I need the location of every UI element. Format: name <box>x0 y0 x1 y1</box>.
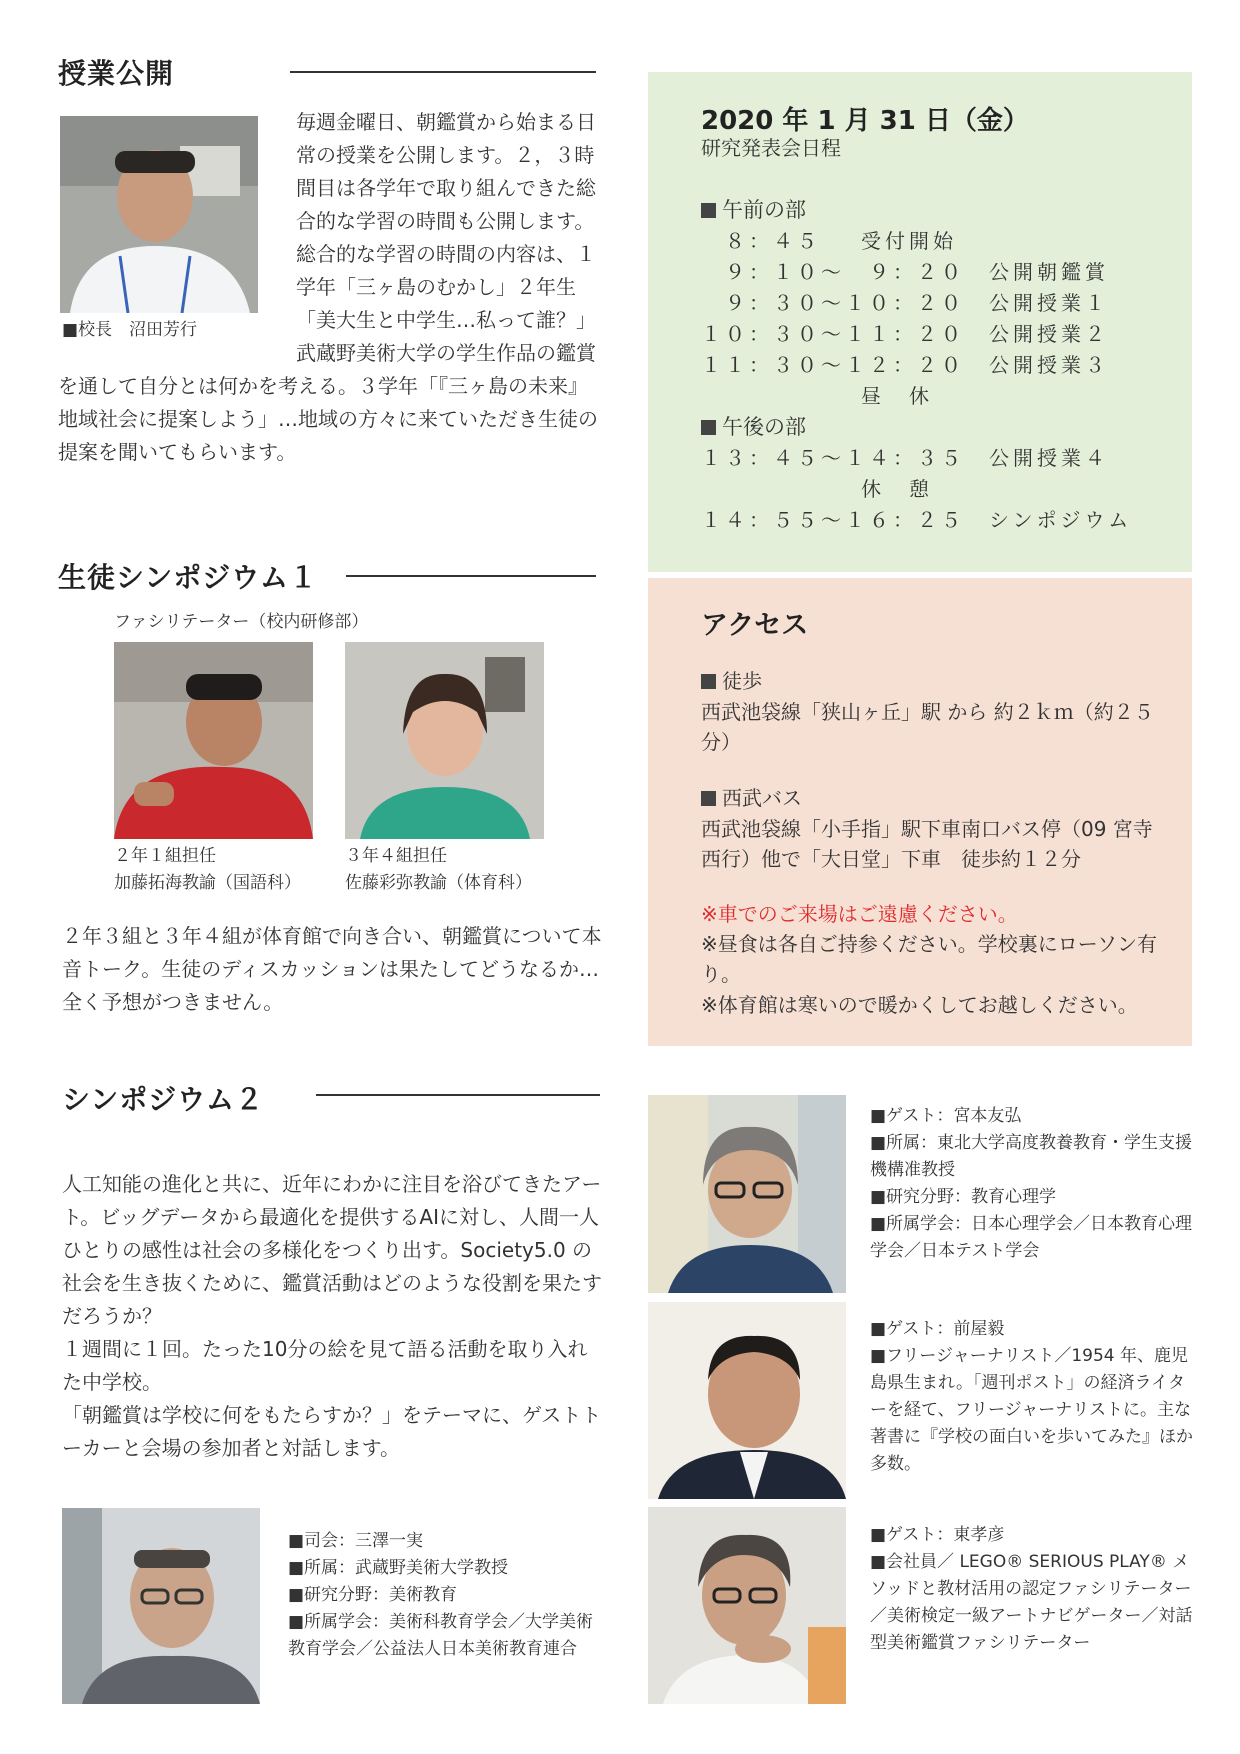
symposium2-text <box>62 1168 602 1465</box>
symposium2-paragraph-3: 「朝鑑賞は学校に何をもたらすか？」をテーマに、ゲストトーカーと会場の参加者と対話します。 <box>62 1403 602 1460</box>
square-bullet-icon <box>701 420 716 435</box>
square-bullet-icon <box>701 203 716 218</box>
open-class-paragraph: 毎週金曜日、朝鑑賞から始まる日常の授業を公開します。２，３時間目は各学年で取り組んできた総合的な学習の時間も公開します。総合的な学習の時間の内容は、１学年「三ヶ島のむかし」２年生「美大生と中学生…私って誰？」武蔵野美術大学の学生作品の鑑賞を通して自分とは何かを考える。３学年「『三ヶ島の未来』地域社会に提案しよう」…地域の方々に来ていただき生徒の提案を聞いてもらいます。 <box>58 110 598 464</box>
car-notice: ※車でのご来場はご遠慮ください。 <box>701 902 1018 926</box>
moderator-line: ■所属：武蔵野美術大学教授 <box>288 1558 509 1578</box>
schedule-row: ９：３０～１０：２０ 公開授業１ <box>701 291 1109 315</box>
guest2-photo <box>648 1302 846 1499</box>
afternoon-label <box>701 411 806 441</box>
moderator-line: ■所属学会：美術科教育学会／大学美術教育学会／公益法人日本美術教育連合 <box>288 1612 594 1659</box>
schedule-row: １４：５５～１６：２５ シンポジウム <box>701 508 1133 532</box>
square-bullet-icon <box>701 674 716 689</box>
symposium2-paragraph-2: １週間に１回。たった10分の絵を見て語る活動を取り入れた中学校。 <box>62 1337 588 1394</box>
schedule-row: 昼 休 <box>701 384 934 408</box>
schedule-row: ９：１０～ ９：２０ 公開朝鑑賞 <box>701 260 1109 284</box>
schedule-subtitle: 研究発表会日程 <box>701 136 841 160</box>
walk-label-text: 徒歩 <box>722 669 762 693</box>
text-float-spacer <box>58 106 296 362</box>
schedule-row: 休 憩 <box>701 477 934 501</box>
guest1-line: ■研究分野：教育心理学 <box>870 1187 1057 1207</box>
teacher1-photo <box>114 642 313 839</box>
guest2-line: ■ゲスト：前屋毅 <box>870 1319 1005 1339</box>
guest1-bio <box>870 1103 1196 1265</box>
moderator-line: ■研究分野：美術教育 <box>288 1585 458 1605</box>
teacher2-name: 佐藤彩弥教諭（体育科） <box>345 873 532 893</box>
heading-rule <box>290 71 596 73</box>
teacher1-name: 加藤拓海教諭（国語科） <box>114 873 301 893</box>
schedule-row: １１：３０～１２：２０ 公開授業３ <box>701 353 1109 377</box>
gym-notice: ※体育館は寒いので暖かくしてお越しください。 <box>701 993 1138 1017</box>
guest2-bio <box>870 1316 1196 1478</box>
heading-rule <box>346 575 596 577</box>
moderator-bio <box>288 1528 604 1663</box>
guest1-line: ■ゲスト：宮本友弘 <box>870 1106 1022 1126</box>
afternoon-label-text: 午後の部 <box>722 415 806 439</box>
morning-label <box>701 194 806 224</box>
guest3-photo <box>648 1507 846 1704</box>
guest3-line: ■ゲスト：東孝彦 <box>870 1525 1005 1545</box>
teacher2-role: ３年４組担任 <box>345 846 447 866</box>
symposium2-paragraph-1: 人工知能の進化と共に、近年にわかに注目を浴びてきたアート。ビッグデータから最適化を提供するAIに対し、人間一人ひとりの感性は社会の多様化をつくり出す。Society5.0 の社会を生き抜くために、鑑賞活動はどのような役割を果たすだろうか？ <box>62 1172 602 1328</box>
symposium1-text: ２年３組と３年４組が体育館で向き合い、朝鑑賞について本音トーク。生徒のディスカッションは果たしてどうなるか… 全く予想がつきません。 <box>62 924 619 1014</box>
moderator-line: ■司会：三澤一実 <box>288 1531 424 1551</box>
guest3-line: ■会社員／ LEGO® SERIOUS PLAY® メソッドと教材活用の認定ファシリテーター／美術検定一級アートナビゲーター／対話型美術鑑賞ファシリテーター <box>870 1552 1193 1653</box>
guest1-line: ■所属学会：日本心理学会／日本教育心理学会／日本テスト学会 <box>870 1214 1193 1261</box>
teacher1-role: ２年１組担任 <box>114 846 216 866</box>
square-bullet-icon <box>701 791 716 806</box>
heading-rule <box>316 1094 600 1096</box>
teacher1-caption <box>114 843 301 897</box>
open-class-text <box>58 106 598 469</box>
bus-text: 西武池袋線「小手指」駅下車南口バス停（09 宮寺西行）他で「大日堂」下車 徒歩約１２分 <box>701 817 1153 871</box>
lunch-notice: ※昼食は各自ご持参ください。学校裏にローソン有り。 <box>701 932 1157 986</box>
principal-caption: ■校長 沼田芳行 <box>62 320 198 340</box>
schedule-row: １０：３０～１１：２０ 公開授業２ <box>701 322 1109 346</box>
guest1-line: ■所属：東北大学高度教養教育・学生支援機構准教授 <box>870 1133 1193 1180</box>
schedule-date: 2020 年 1 月 31 日（金） <box>701 106 1029 136</box>
teacher2-caption <box>345 843 532 897</box>
symposium1-heading: 生徒シンポジウム１ <box>58 561 319 594</box>
moderator-photo <box>62 1508 260 1704</box>
open-class-heading: 授業公開 <box>58 57 175 90</box>
bus-label <box>701 782 802 811</box>
walk-text: 西武池袋線「狭山ヶ丘」駅 から 約２ｋｍ（約２５分） <box>701 700 1154 754</box>
symposium2-heading: シンポジウム２ <box>62 1083 265 1116</box>
schedule-row: １３：４５～１４：３５ 公開授業４ <box>701 446 1109 470</box>
morning-label-text: 午前の部 <box>722 198 806 222</box>
guest3-bio <box>870 1522 1196 1657</box>
bus-label-text: 西武バス <box>722 786 802 810</box>
teacher2-photo <box>345 642 544 839</box>
schedule-row: ８：４５ 受付開始 <box>701 229 958 253</box>
access-heading: アクセス <box>701 610 809 641</box>
guest2-line: ■フリージャーナリスト／1954 年、鹿児島県生まれ。「週刊ポスト」の経済ライターを経て、フリージャーナリストに。主な著書に『学校の面白いを歩いてみた』ほか多数。 <box>870 1346 1193 1474</box>
guest1-photo <box>648 1095 846 1293</box>
facilitator-label: ファシリテーター（校内研修部） <box>114 612 369 632</box>
walk-label <box>701 665 762 694</box>
